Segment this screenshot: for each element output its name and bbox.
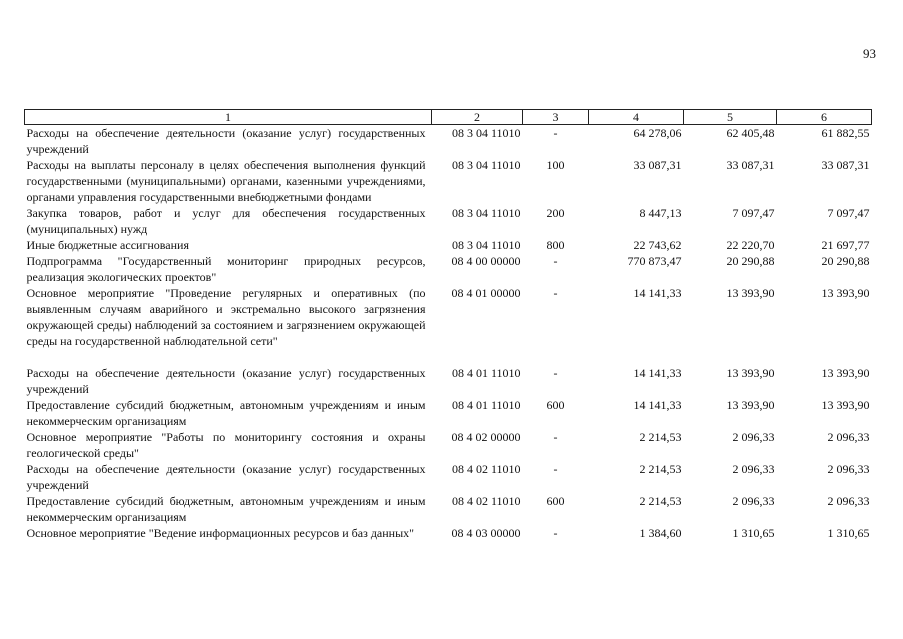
row-type: 100 [546,158,565,172]
row-name: Иные бюджетные ассигнования [26,238,189,252]
table-row [25,493,872,525]
row-value-3: 7 097,47 [827,206,870,220]
header-col-6: 6 [777,110,872,125]
header-col-2: 2 [432,110,523,125]
row-value-2: 22 220,70 [726,238,775,252]
row-name: Предоставление субсидий бюджетным, автономным учреждениям и иным некоммерческим организациям [26,494,426,524]
row-type: 800 [546,238,565,252]
header-col-3: 3 [523,110,589,125]
row-value-1: 33 087,31 [633,158,682,172]
row-value-1: 14 141,33 [633,398,682,412]
table-row [25,237,872,253]
row-value-3: 13 393,90 [821,366,870,380]
row-value-3: 2 096,33 [827,494,870,508]
row-code: 08 4 02 11010 [451,494,521,508]
row-value-2: 7 097,47 [732,206,775,220]
row-type: - [553,366,558,380]
row-name: Основное мероприятие "Работы по мониторингу состояния и охраны геологической среды" [26,430,426,460]
row-type: - [553,462,558,476]
row-name: Расходы на выплаты персоналу в целях обеспечения выполнения функций государственными (муниципальными) органами, казенными учреждениями, органами управления государственными внебюджетными фондами [26,158,426,204]
row-value-3: 2 096,33 [827,430,870,444]
table-row [25,525,872,541]
row-value-2: 62 405,48 [726,126,775,140]
table-row [25,205,872,237]
row-type: - [553,526,558,540]
table-row [25,365,872,397]
row-value-2: 13 393,90 [726,366,775,380]
row-value-1: 8 447,13 [639,206,682,220]
row-value-1: 770 873,47 [627,254,682,268]
row-code: 08 4 02 00000 [451,430,521,444]
row-code: 08 3 04 11010 [451,126,521,140]
row-type: 600 [546,398,565,412]
budget-table [24,109,872,541]
row-code: 08 4 02 11010 [451,462,521,476]
row-code: 08 3 04 11010 [451,206,521,220]
row-name: Основное мероприятие "Ведение информационных ресурсов и баз данных" [26,526,415,540]
header-col-5: 5 [684,110,777,125]
row-type: 200 [546,206,565,220]
row-value-2: 33 087,31 [726,158,775,172]
row-value-3: 20 290,88 [821,254,870,268]
row-name: Расходы на обеспечение деятельности (оказание услуг) государственных учреждений [26,366,426,396]
row-value-3: 13 393,90 [821,398,870,412]
row-value-3: 13 393,90 [821,286,870,300]
row-type: - [553,254,558,268]
table-row [25,429,872,461]
row-name: Закупка товаров, работ и услуг для обеспечения государственных (муниципальных) нужд [26,206,426,236]
row-value-2: 20 290,88 [726,254,775,268]
row-value-1: 14 141,33 [633,366,682,380]
row-code: 08 4 01 00000 [451,286,521,300]
row-type: - [553,430,558,444]
row-value-1: 2 214,53 [639,430,682,444]
row-value-1: 14 141,33 [633,286,682,300]
table-row [25,253,872,285]
table-row [25,397,872,429]
row-value-1: 64 278,06 [633,126,682,140]
row-type: - [553,126,558,140]
header-col-4: 4 [589,110,684,125]
row-value-2: 2 096,33 [732,462,775,476]
row-value-3: 2 096,33 [827,462,870,476]
header-col-1: 1 [25,110,432,125]
row-value-3: 61 882,55 [821,126,870,140]
row-value-3: 21 697,77 [821,238,870,252]
row-value-2: 13 393,90 [726,398,775,412]
table-row [25,157,872,205]
row-value-1: 22 743,62 [633,238,682,252]
row-value-2: 2 096,33 [732,494,775,508]
row-code: 08 4 03 00000 [451,526,521,540]
row-value-2: 1 310,65 [732,526,775,540]
table-row [25,461,872,493]
table-row [25,285,872,365]
row-value-1: 1 384,60 [639,526,682,540]
row-code: 08 4 01 11010 [451,398,521,412]
row-name: Расходы на обеспечение деятельности (оказание услуг) государственных учреждений [26,126,426,156]
row-code: 08 3 04 11010 [451,158,521,172]
row-name: Основное мероприятие "Проведение регулярных и оперативных (по выявленным случаям аварийного и экстремально высокого загрязнения окружающей среды) наблюдений за состоянием и загрязнением окружающей среды на государственной наблюдательной сети" [26,286,426,348]
row-name: Предоставление субсидий бюджетным, автономным учреждениям и иным некоммерческим организациям [26,398,426,428]
row-type: 600 [546,494,565,508]
row-value-1: 2 214,53 [639,494,682,508]
row-value-3: 33 087,31 [821,158,870,172]
header-row [25,110,872,125]
table-row [25,125,872,158]
row-value-2: 13 393,90 [726,286,775,300]
row-name: Подпрограмма "Государственный мониторинг природных ресурсов, реализация экологических проектов" [26,254,426,284]
row-value-3: 1 310,65 [827,526,870,540]
row-value-2: 2 096,33 [732,430,775,444]
row-name: Расходы на обеспечение деятельности (оказание услуг) государственных учреждений [26,462,426,492]
row-value-1: 2 214,53 [639,462,682,476]
page-number: 93 [863,46,876,61]
row-type: - [553,286,558,300]
row-code: 08 4 01 11010 [451,366,521,380]
row-code: 08 4 00 00000 [451,254,521,268]
row-code: 08 3 04 11010 [451,238,521,252]
